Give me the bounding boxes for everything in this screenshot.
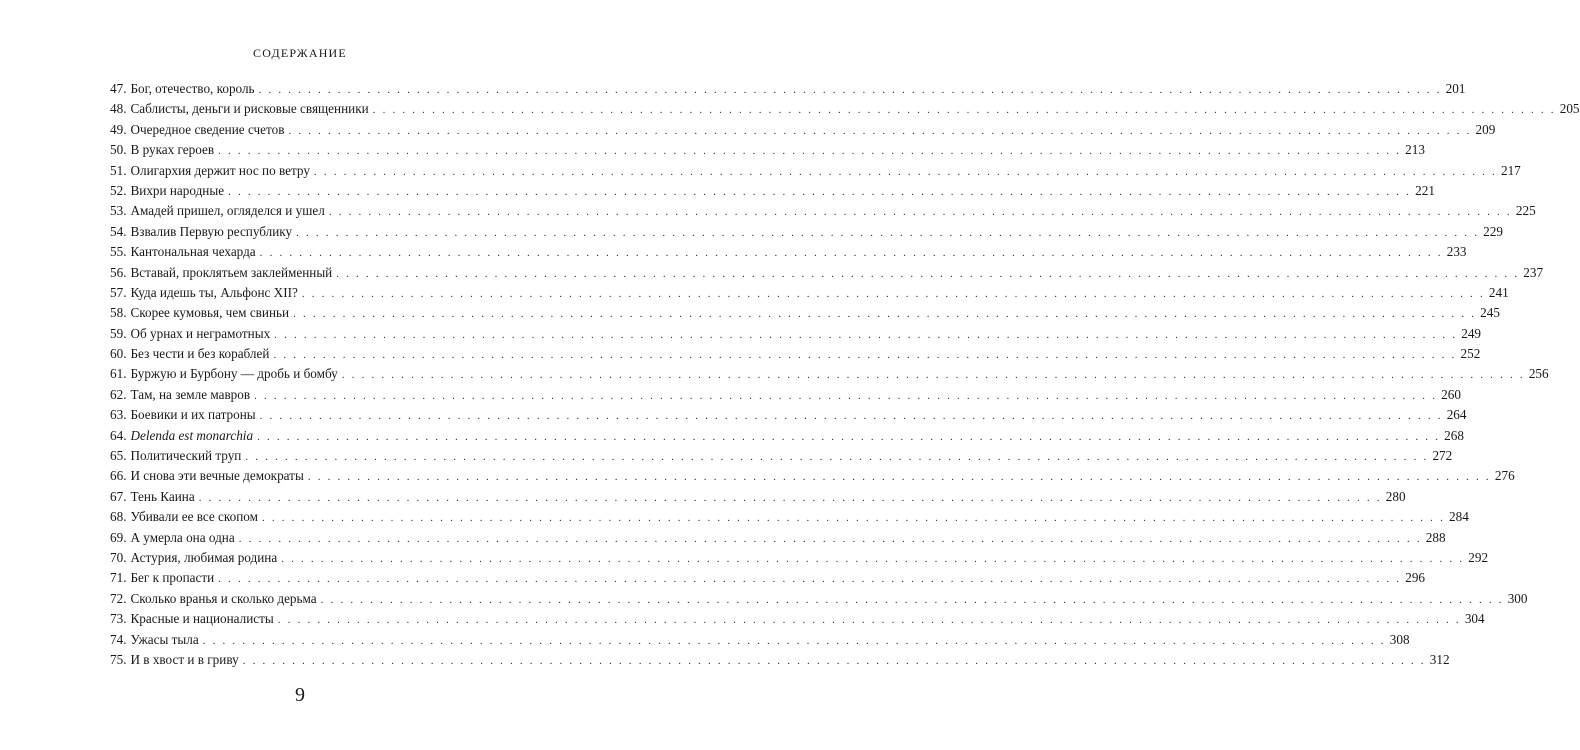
dot-leader: . . . . . . . . . . . . . . . . . . . . . . . . . . . . . . . . . . . . . . . . . . . . . . . . . . . . . . . . . . . . . . . . . . . . . . . . . . . . . . . . . . . . . . . . . . . . . . . . . . . . . . . . . . . . . . . . . . . . . . . . bbox=[238, 532, 1422, 545]
toc-entry-number: 61. bbox=[110, 366, 127, 382]
dot-leader: . . . . . . . . . . . . . . . . . . . . . . . . . . . . . . . . . . . . . . . . . . . . . . . . . . . . . . . . . . . . . . . . . . . . . . . . . . . . . . . . . . . . . . . . . . . . . . . . . . . . . . . . . . . . . . . . . . . . . . . . bbox=[341, 369, 1525, 382]
toc-entry bbox=[110, 446, 1453, 466]
toc-entry-title: И в хвост и в гриву bbox=[130, 651, 239, 667]
running-header: СОДЕРЖАНИЕ bbox=[253, 46, 347, 60]
toc-entry-page: 260 bbox=[1441, 386, 1461, 402]
toc-entry-number: 47. bbox=[110, 81, 127, 96]
toc-entry bbox=[110, 263, 1544, 283]
dot-leader: . . . . . . . . . . . . . . . . . . . . . . . . . . . . . . . . . . . . . . . . . . . . . . . . . . . . . . . . . . . . . . . . . . . . . . . . . . . . . . . . . . . . . . . . . . . . . . . . . . . . . . . . . . . . . . . . . . . . . . . . bbox=[218, 145, 1402, 158]
toc-entry-page: 205 bbox=[1559, 101, 1580, 117]
toc-entry-number: 50. bbox=[110, 142, 127, 158]
toc-entry-page: 209 bbox=[1475, 121, 1496, 137]
dot-leader: . . . . . . . . . . . . . . . . . . . . . . . . . . . . . . . . . . . . . . . . . . . . . . . . . . . . . . . . . . . . . . . . . . . . . . . . . . . . . . . . . . . . . . . . . . . . . . . . . . . . . . . . . . . . . . . . . . . . . . . . bbox=[245, 451, 1429, 464]
toc-entry bbox=[110, 324, 1482, 344]
toc-entry-number: 63. bbox=[110, 407, 127, 423]
toc-entry-title: Бог, отечество, король bbox=[130, 81, 255, 96]
toc-entry-page: 304 bbox=[1464, 611, 1485, 627]
dot-leader: . . . . . . . . . . . . . . . . . . . . . . . . . . . . . . . . . . . . . . . . . . . . . . . . . . . . . . . . . . . . . . . . . . . . . . . . . . . . . . . . . . . . . . . . . . . . . . . . . . . . . . . . . . . . . . . . . . . . . . . . bbox=[336, 267, 1520, 280]
toc-entry-page: 245 bbox=[1480, 305, 1500, 321]
toc-entry-title: Буржую и Бурбону — дробь и бомбу bbox=[130, 366, 338, 382]
toc-entry-number: 74. bbox=[110, 631, 127, 647]
toc-entry-title: Ужасы тыла bbox=[130, 631, 199, 647]
toc-entry-number: 59. bbox=[110, 325, 127, 341]
toc-entry bbox=[110, 303, 1500, 323]
toc-entry-title: Вставай, проклятьем заклейменный bbox=[130, 264, 333, 280]
toc-entry-number: 75. bbox=[110, 651, 127, 667]
dot-leader: . . . . . . . . . . . . . . . . . . . . . . . . . . . . . . . . . . . . . . . . . . . . . . . . . . . . . . . . . . . . . . . . . . . . . . . . . . . . . . . . . . . . . . . . . . . . . . . . . . . . . . . . . . . . . . . . . . . . . . . . bbox=[281, 552, 1465, 565]
toc-entry-page: 276 bbox=[1494, 468, 1515, 484]
toc-entry-title: Убивали ее все скопом bbox=[130, 509, 258, 525]
toc-entry-title: А умерла она одна bbox=[130, 529, 235, 545]
toc-entry bbox=[110, 528, 1446, 548]
toc-entry-number: 55. bbox=[110, 244, 127, 260]
toc-entry-title: Без чести и без кораблей bbox=[130, 346, 270, 362]
toc-entry bbox=[110, 548, 1489, 568]
toc-entry-title: Куда идешь ты, Альфонс XII? bbox=[130, 284, 298, 300]
dot-leader: . . . . . . . . . . . . . . . . . . . . . . . . . . . . . . . . . . . . . . . . . . . . . . . . . . . . . . . . . . . . . . . . . . . . . . . . . . . . . . . . . . . . . . . . . . . . . . . . . . . . . . . . . . . . . . . . . . . . . . . . bbox=[258, 84, 1442, 96]
toc-entry-number: 48. bbox=[110, 101, 127, 117]
toc-entry-title: Очередное сведение счетов bbox=[130, 121, 285, 137]
toc-entry bbox=[110, 242, 1467, 262]
toc-entry-number: 66. bbox=[110, 468, 127, 484]
toc-entry-page: 284 bbox=[1449, 509, 1469, 525]
toc-entry-title: Взвалив Первую республику bbox=[130, 223, 293, 239]
toc-entry-number: 62. bbox=[110, 386, 127, 402]
dot-leader: . . . . . . . . . . . . . . . . . . . . . . . . . . . . . . . . . . . . . . . . . . . . . . . . . . . . . . . . . . . . . . . . . . . . . . . . . . . . . . . . . . . . . . . . . . . . . . . . . . . . . . . . . . . . . . . . . . . . . . . . bbox=[307, 471, 1491, 484]
toc-entry bbox=[110, 589, 1528, 609]
toc-entry bbox=[110, 609, 1485, 629]
toc-entry bbox=[110, 99, 1580, 119]
toc-entry-page: 241 bbox=[1488, 284, 1509, 300]
toc-entry-page: 256 bbox=[1528, 366, 1549, 382]
toc-entry-page: 292 bbox=[1468, 549, 1489, 565]
toc-entry bbox=[110, 283, 1509, 303]
dot-leader: . . . . . . . . . . . . . . . . . . . . . . . . . . . . . . . . . . . . . . . . . . . . . . . . . . . . . . . . . . . . . . . . . . . . . . . . . . . . . . . . . . . . . . . . . . . . . . . . . . . . . . . . . . . . . . . . . . . . . . . . bbox=[198, 491, 1382, 504]
toc-entry-number: 73. bbox=[110, 611, 127, 627]
toc-entry-page: 221 bbox=[1415, 182, 1435, 198]
dot-leader: . . . . . . . . . . . . . . . . . . . . . . . . . . . . . . . . . . . . . . . . . . . . . . . . . . . . . . . . . . . . . . . . . . . . . . . . . . . . . . . . . . . . . . . . . . . . . . . . . . . . . . . . . . . . . . . . . . . . . . . . bbox=[293, 308, 1477, 321]
toc-entry-title: Скорее кумовья, чем свиньи bbox=[130, 305, 290, 321]
toc-entry-page: 288 bbox=[1425, 529, 1446, 545]
dot-leader: . . . . . . . . . . . . . . . . . . . . . . . . . . . . . . . . . . . . . . . . . . . . . . . . . . . . . . . . . . . . . . . . . . . . . . . . . . . . . . . . . . . . . . . . . . . . . . . . . . . . . . . . . . . . . . . . . . . . . . . . bbox=[259, 247, 1443, 260]
toc-entry bbox=[110, 120, 1496, 140]
toc-entry-number: 52. bbox=[110, 182, 127, 198]
dot-leader: . . . . . . . . . . . . . . . . . . . . . . . . . . . . . . . . . . . . . . . . . . . . . . . . . . . . . . . . . . . . . . . . . . . . . . . . . . . . . . . . . . . . . . . . . . . . . . . . . . . . . . . . . . . . . . . . . . . . . . . . bbox=[274, 328, 1458, 341]
toc-entry-title: В руках героев bbox=[130, 142, 215, 158]
toc-entry bbox=[110, 507, 1469, 527]
toc-entry-page: 213 bbox=[1405, 142, 1425, 158]
toc-entry-title: Астурия, любимая родина bbox=[130, 549, 278, 565]
toc-entry-number: 72. bbox=[110, 590, 127, 606]
toc-entry-page: 308 bbox=[1389, 631, 1410, 647]
toc-entry bbox=[110, 201, 1536, 221]
toc-entry bbox=[110, 181, 1435, 201]
toc-entry-title: И снова эти вечные демократы bbox=[130, 468, 304, 484]
dot-leader: . . . . . . . . . . . . . . . . . . . . . . . . . . . . . . . . . . . . . . . . . . . . . . . . . . . . . . . . . . . . . . . . . . . . . . . . . . . . . . . . . . . . . . . . . . . . . . . . . . . . . . . . . . . . . . . . . . . . . . . . bbox=[313, 165, 1497, 178]
toc-entry-title: Об урнах и неграмотных bbox=[130, 325, 271, 341]
toc-entry bbox=[110, 568, 1425, 588]
toc-entry-number: 71. bbox=[110, 570, 127, 586]
toc-entry bbox=[110, 161, 1521, 181]
toc-entry-title: Красные и националисты bbox=[130, 611, 274, 627]
toc-entry-number: 54. bbox=[110, 223, 127, 239]
toc-entry-title: Кантональная чехарда bbox=[130, 244, 256, 260]
dot-leader: . . . . . . . . . . . . . . . . . . . . . . . . . . . . . . . . . . . . . . . . . . . . . . . . . . . . . . . . . . . . . . . . . . . . . . . . . . . . . . . . . . . . . . . . . . . . . . . . . . . . . . . . . . . . . . . . . . . . . . . . bbox=[242, 654, 1426, 667]
dot-leader: . . . . . . . . . . . . . . . . . . . . . . . . . . . . . . . . . . . . . . . . . . . . . . . . . . . . . . . . . . . . . . . . . . . . . . . . . . . . . . . . . . . . . . . . . . . . . . . . . . . . . . . . . . . . . . . . . . . . . . . . bbox=[259, 410, 1443, 423]
toc-entry-page: 229 bbox=[1483, 223, 1503, 239]
toc-entry-title: Саблисты, деньги и рисковые священники bbox=[130, 101, 369, 117]
toc-entry-number: 68. bbox=[110, 509, 127, 525]
dot-leader: . . . . . . . . . . . . . . . . . . . . . . . . . . . . . . . . . . . . . . . . . . . . . . . . . . . . . . . . . . . . . . . . . . . . . . . . . . . . . . . . . . . . . . . . . . . . . . . . . . . . . . . . . . . . . . . . . . . . . . . . bbox=[202, 634, 1386, 647]
toc-entry-page: 252 bbox=[1460, 346, 1481, 362]
dot-leader: . . . . . . . . . . . . . . . . . . . . . . . . . . . . . . . . . . . . . . . . . . . . . . . . . . . . . . . . . . . . . . . . . . . . . . . . . . . . . . . . . . . . . . . . . . . . . . . . . . . . . . . . . . . . . . . . . . . . . . . . bbox=[288, 124, 1472, 137]
toc-entry-page: 300 bbox=[1507, 590, 1528, 606]
toc-entry-title: Delenda est monarchia bbox=[130, 427, 254, 443]
toc-entry bbox=[110, 222, 1503, 242]
toc-entry-title: Амадей пришел, огляделся и ушел bbox=[130, 203, 325, 219]
toc-entry-number: 64. bbox=[110, 427, 127, 443]
toc-entry-number: 51. bbox=[110, 162, 127, 178]
dot-leader: . . . . . . . . . . . . . . . . . . . . . . . . . . . . . . . . . . . . . . . . . . . . . . . . . . . . . . . . . . . . . . . . . . . . . . . . . . . . . . . . . . . . . . . . . . . . . . . . . . . . . . . . . . . . . . . . . . . . . . . . bbox=[372, 104, 1556, 117]
toc-entry-number: 67. bbox=[110, 488, 127, 504]
dot-leader: . . . . . . . . . . . . . . . . . . . . . . . . . . . . . . . . . . . . . . . . . . . . . . . . . . . . . . . . . . . . . . . . . . . . . . . . . . . . . . . . . . . . . . . . . . . . . . . . . . . . . . . . . . . . . . . . . . . . . . . . bbox=[328, 206, 1512, 219]
toc-entry bbox=[110, 426, 1464, 446]
toc-entry-title: Там, на земле мавров bbox=[130, 386, 251, 402]
toc-entry-page: 249 bbox=[1461, 325, 1482, 341]
toc-entry-page: 264 bbox=[1446, 407, 1467, 423]
toc-entry-title: Вихри народные bbox=[130, 182, 225, 198]
toc-entry bbox=[110, 650, 1450, 670]
toc-entry bbox=[110, 405, 1467, 425]
dot-leader: . . . . . . . . . . . . . . . . . . . . . . . . . . . . . . . . . . . . . . . . . . . . . . . . . . . . . . . . . . . . . . . . . . . . . . . . . . . . . . . . . . . . . . . . . . . . . . . . . . . . . . . . . . . . . . . . . . . . . . . . bbox=[273, 349, 1457, 362]
toc-entry bbox=[110, 140, 1425, 160]
table-of-contents bbox=[110, 79, 1580, 670]
toc-entry-number: 60. bbox=[110, 346, 127, 362]
toc-entry-page: 217 bbox=[1500, 162, 1521, 178]
dot-leader: . . . . . . . . . . . . . . . . . . . . . . . . . . . . . . . . . . . . . . . . . . . . . . . . . . . . . . . . . . . . . . . . . . . . . . . . . . . . . . . . . . . . . . . . . . . . . . . . . . . . . . . . . . . . . . . . . . . . . . . . bbox=[254, 389, 1438, 402]
toc-entry-page: 201 bbox=[1445, 81, 1466, 96]
dot-leader: . . . . . . . . . . . . . . . . . . . . . . . . . . . . . . . . . . . . . . . . . . . . . . . . . . . . . . . . . . . . . . . . . . . . . . . . . . . . . . . . . . . . . . . . . . . . . . . . . . . . . . . . . . . . . . . . . . . . . . . . bbox=[320, 593, 1504, 606]
dot-leader: . . . . . . . . . . . . . . . . . . . . . . . . . . . . . . . . . . . . . . . . . . . . . . . . . . . . . . . . . . . . . . . . . . . . . . . . . . . . . . . . . . . . . . . . . . . . . . . . . . . . . . . . . . . . . . . . . . . . . . . . bbox=[261, 512, 1446, 525]
dot-leader: . . . . . . . . . . . . . . . . . . . . . . . . . . . . . . . . . . . . . . . . . . . . . . . . . . . . . . . . . . . . . . . . . . . . . . . . . . . . . . . . . . . . . . . . . . . . . . . . . . . . . . . . . . . . . . . . . . . . . . . . bbox=[228, 185, 1412, 198]
toc-entry bbox=[110, 79, 1466, 99]
toc-entry-number: 57. bbox=[110, 284, 127, 300]
toc-entry-title: Бег к пропасти bbox=[130, 570, 215, 586]
toc-entry-number: 49. bbox=[110, 121, 127, 137]
dot-leader: . . . . . . . . . . . . . . . . . . . . . . . . . . . . . . . . . . . . . . . . . . . . . . . . . . . . . . . . . . . . . . . . . . . . . . . . . . . . . . . . . . . . . . . . . . . . . . . . . . . . . . . . . . . . . . . . . . . . . . . . bbox=[296, 226, 1480, 239]
toc-entry-number: 65. bbox=[110, 448, 127, 464]
toc-entry-page: 233 bbox=[1446, 244, 1467, 260]
toc-entry bbox=[110, 385, 1461, 405]
toc-entry-page: 272 bbox=[1432, 448, 1453, 464]
toc-entry-number: 53. bbox=[110, 203, 127, 219]
toc-entry-page: 225 bbox=[1515, 203, 1536, 219]
toc-entry bbox=[110, 364, 1549, 384]
toc-entry bbox=[110, 487, 1406, 507]
toc-entry-number: 56. bbox=[110, 264, 127, 280]
toc-entry bbox=[110, 344, 1481, 364]
toc-entry bbox=[110, 466, 1515, 486]
toc-entry-title: Олигархия держит нос по ветру bbox=[130, 162, 310, 178]
toc-entry-title: Политический труп bbox=[130, 448, 242, 464]
toc-entry bbox=[110, 630, 1410, 650]
page-number: 9 bbox=[295, 684, 305, 706]
toc-entry-number: 58. bbox=[110, 305, 127, 321]
toc-entry-page: 237 bbox=[1523, 264, 1544, 280]
dot-leader: . . . . . . . . . . . . . . . . . . . . . . . . . . . . . . . . . . . . . . . . . . . . . . . . . . . . . . . . . . . . . . . . . . . . . . . . . . . . . . . . . . . . . . . . . . . . . . . . . . . . . . . . . . . . . . . . . . . . . . . . bbox=[301, 287, 1485, 300]
toc-entry-page: 280 bbox=[1385, 488, 1406, 504]
dot-leader: . . . . . . . . . . . . . . . . . . . . . . . . . . . . . . . . . . . . . . . . . . . . . . . . . . . . . . . . . . . . . . . . . . . . . . . . . . . . . . . . . . . . . . . . . . . . . . . . . . . . . . . . . . . . . . . . . . . . . . . . bbox=[277, 614, 1461, 627]
toc-entry-page: 296 bbox=[1405, 570, 1425, 586]
toc-entry-title: Боевики и их патроны bbox=[130, 407, 256, 423]
toc-entry-title: Тень Каина bbox=[130, 488, 195, 504]
toc-entry-number: 69. bbox=[110, 529, 127, 545]
dot-leader: . . . . . . . . . . . . . . . . . . . . . . . . . . . . . . . . . . . . . . . . . . . . . . . . . . . . . . . . . . . . . . . . . . . . . . . . . . . . . . . . . . . . . . . . . . . . . . . . . . . . . . . . . . . . . . . . . . . . . . . . bbox=[218, 573, 1402, 586]
toc-entry-page: 268 bbox=[1444, 427, 1464, 443]
dot-leader: . . . . . . . . . . . . . . . . . . . . . . . . . . . . . . . . . . . . . . . . . . . . . . . . . . . . . . . . . . . . . . . . . . . . . . . . . . . . . . . . . . . . . . . . . . . . . . . . . . . . . . . . . . . . . . . . . . . . . . . . bbox=[257, 430, 1441, 443]
toc-entry-number: 70. bbox=[110, 549, 127, 565]
toc-entry-title: Сколько вранья и сколько дерьма bbox=[130, 590, 317, 606]
toc-entry-page: 312 bbox=[1429, 651, 1450, 667]
